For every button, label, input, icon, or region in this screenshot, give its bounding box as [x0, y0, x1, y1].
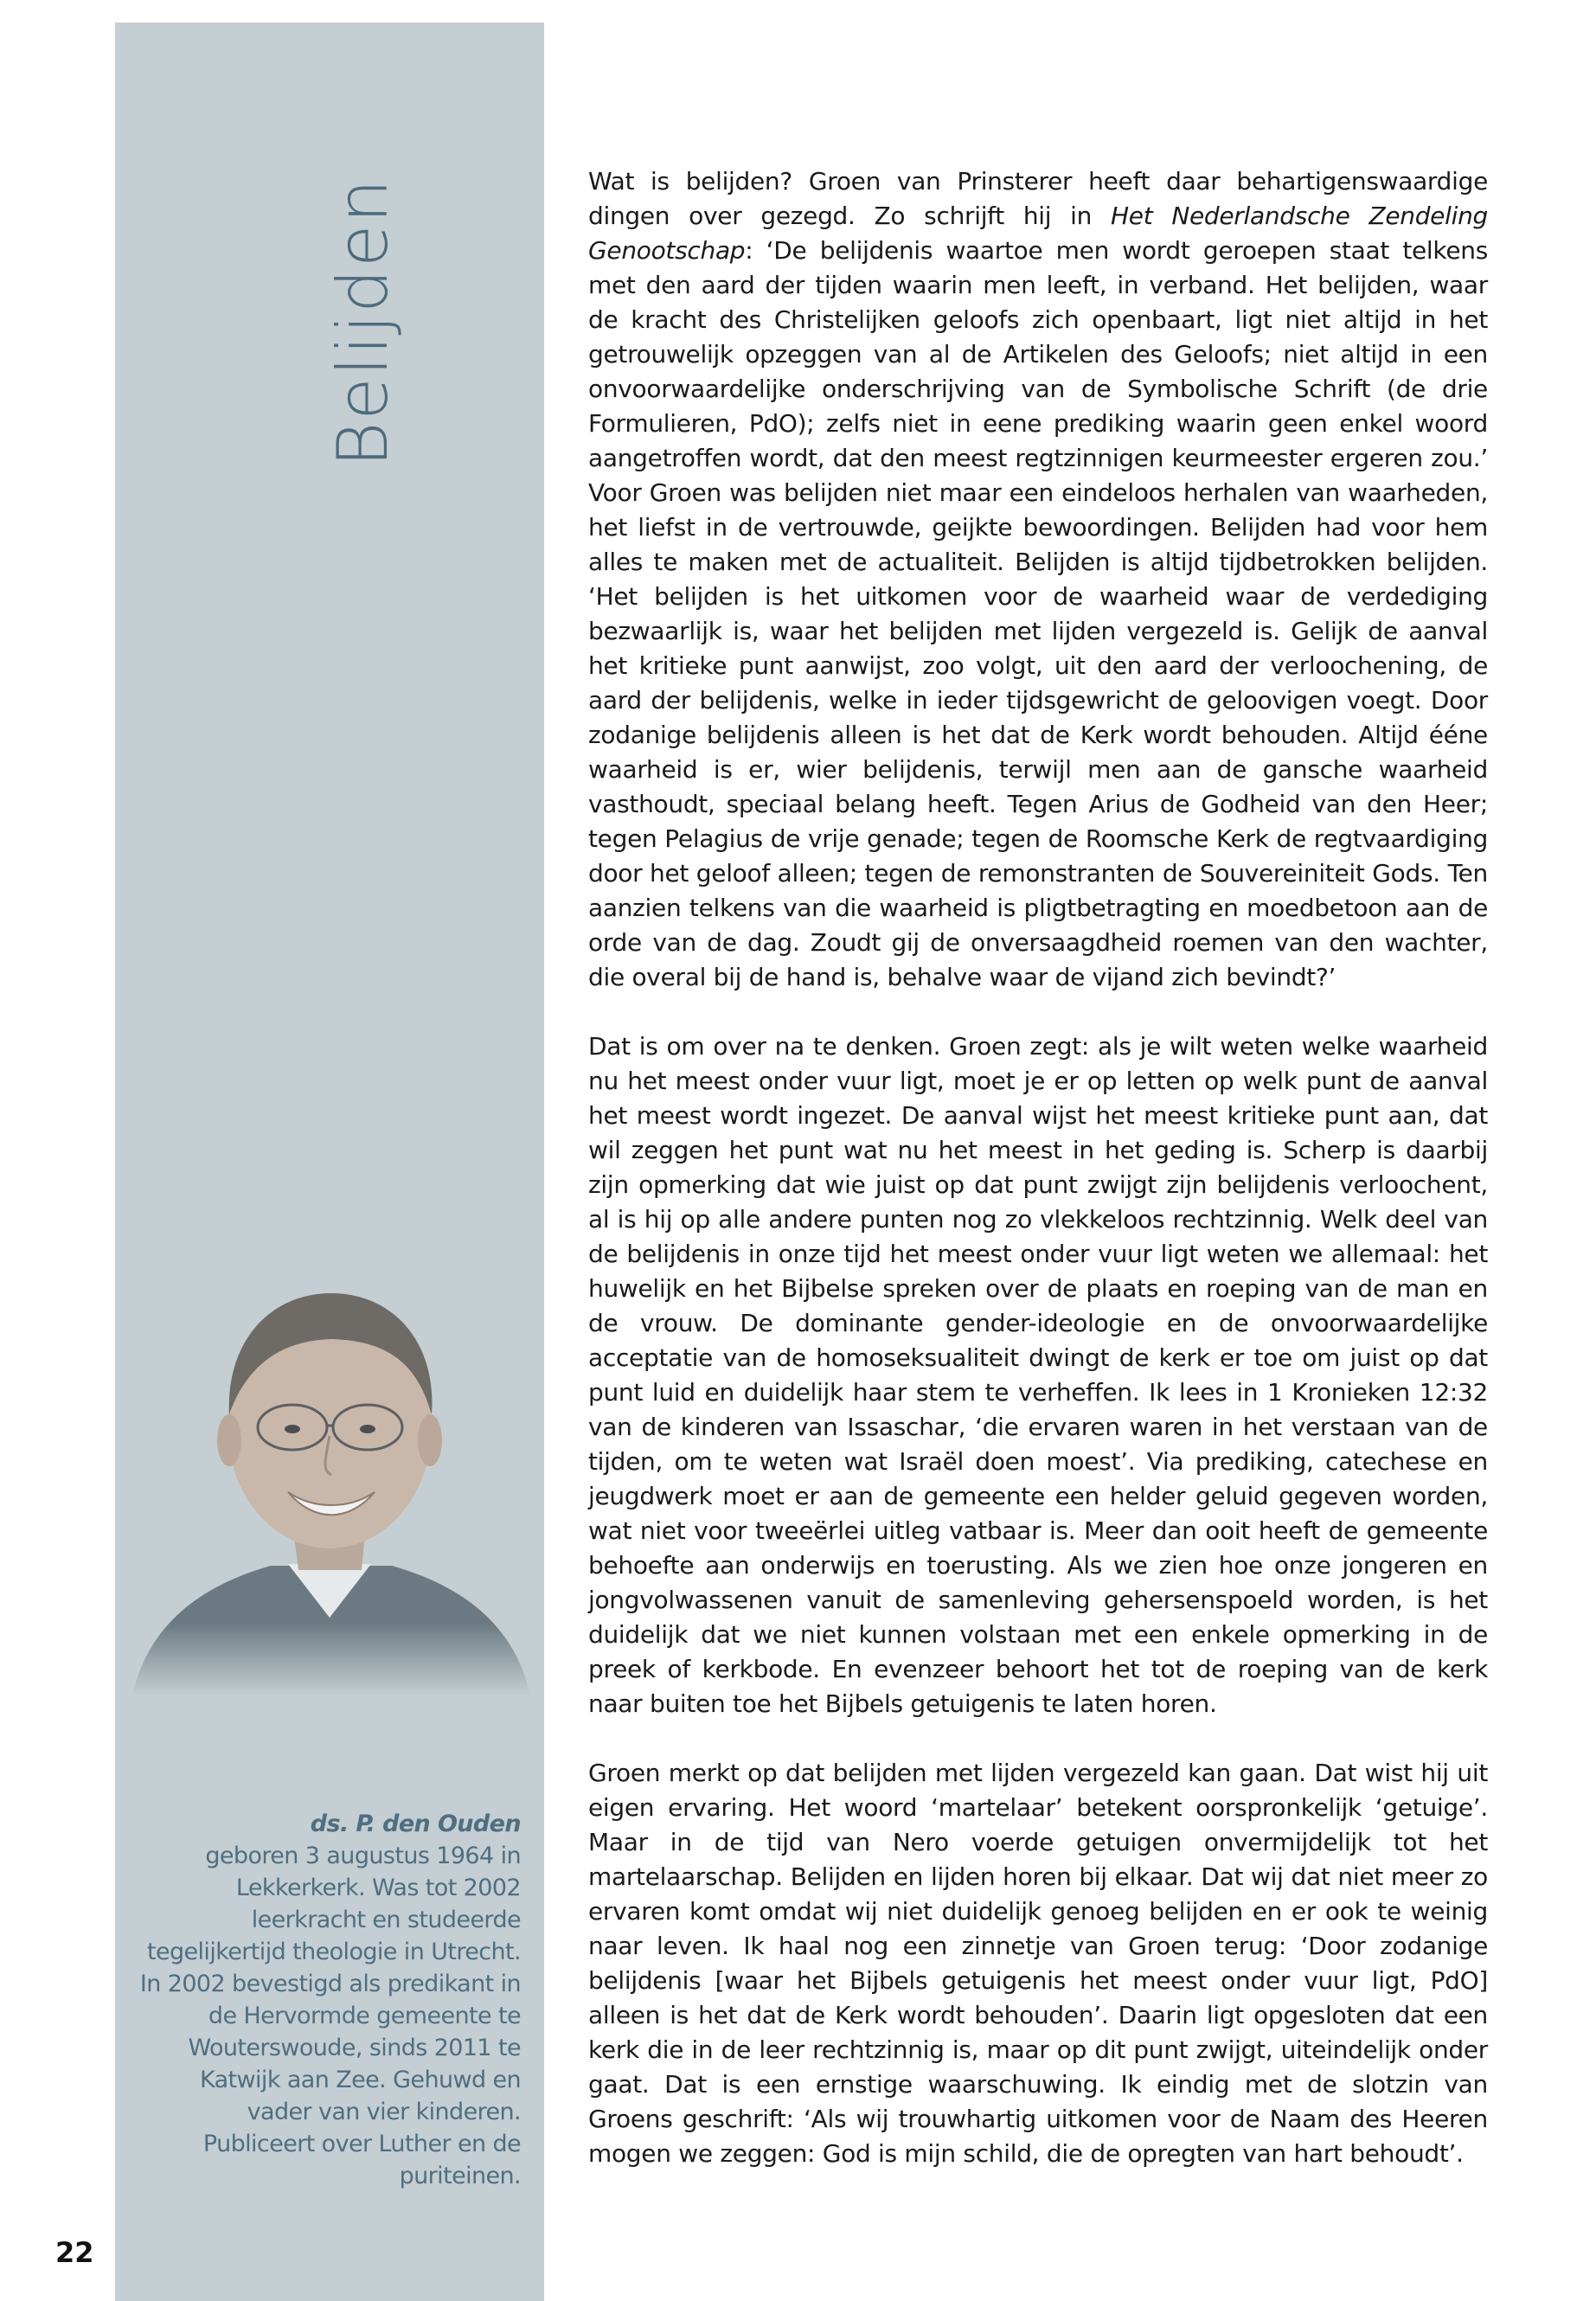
author-photo: [115, 1211, 544, 1695]
author-bio: [130, 1808, 521, 2192]
article-paragraph-2: Dat is om over na te denken. Groen zegt: als je wilt weten welke waarheid nu het meest onder vuur ligt, moet je er op letten op welk punt de aanval het meest wordt ingezet. De aanval wijst het meest kritieke punt aan, dat wil zeggen het punt wat nu het meest in het geding is. Scherp is daarbij zijn opmerking dat wie juist op dat punt zwijgt zijn belijdenis verloochent, al is hij op alle andere punten nog zo vlekkeloos rechtzinnig. Welk deel van de belijdenis in onze tijd het meest onder vuur ligt weten we allemaal: het huwelijk en het Bijbelse spreken over de plaats en roeping van de man en de vrouw. De dominante gender-ideologie en de onvoorwaardelijke acceptatie van de homoseksualiteit dwingt de kerk er toe om juist op dat punt luid en duidelijk haar stem te verheffen. Ik lees in 1 Kronieken 12:32 van de kinderen van Issaschar, ‘die ervaren waren in het verstaan van de tijden, om te weten wat Israël doen moest’. Via prediking, catechese en jeugdwerk moet er aan de gemeente een helder geluid gegeven worden, wat niet voor tweeërlei uitleg vatbaar is. Meer dan ooit heeft de gemeente behoefte aan onderwijs en toerusting. Als we zien hoe onze jongeren en jongvolwassenen vanuit de samenleving gehersenspoeld worden, is het duidelijk dat we niet kunnen volstaan met een enkele opmerking in de preek of kerkbode. En evenzeer behoort het tot de roeping van de kerk naar buiten toe het Bijbels getuigenis te laten horen.: [588, 1032, 1488, 1718]
page-number: 22: [55, 2236, 94, 2269]
article-body: [588, 164, 1488, 2206]
page-title: Belijden: [323, 177, 403, 467]
article-paragraph-1: [588, 164, 1488, 995]
article-paragraph-3: Groen merkt op dat belijden met lijden vergezeld kan gaan. Dat wist hij uit eigen ervaring. Het woord ‘martelaar’ betekent oorspronkelijk ‘getuige’. Maar in de tijd van Nero voerde getuigen onvermijdelijk tot het martelaarschap. Belijden en lijden horen bij elkaar. Dat wij dat niet meer zo ervaren komt omdat wij niet duidelijk genoeg belijden en er ook te weinig naar leven. Ik haal nog een zinnetje van Groen terug: ‘Door zodanige belijdenis [waar het Bijbels getuigenis het meest onder vuur ligt, PdO] alleen is het dat de Kerk wordt behouden’. Daarin ligt opgesloten dat een kerk die in de leer rechtzinnig is, maar op dit punt zwijgt, uiteindelijk onder gaat. Dat is een ernstige waarschuwing. Ik eindig met de slotzin van Groens geschrift: ‘Als wij trouwhartig uitkomen voor de Naam des Heeren mogen we zeggen: God is mijn schild, die de opregten van hart behoudt’.: [588, 1759, 1488, 2168]
author-description: geboren 3 augustus 1964 in Lekkerkerk. Was tot 2002 leerkracht en studeerde tegelijkertijd theologie in Utrecht. In 2002 bevestigd als predikant in de Hervormde gemeente te Wouterswoude, sinds 2011 te Katwijk aan Zee. Gehuwd en vader van vier kinderen. Publiceert over Luther en de puriteinen.: [139, 1843, 521, 2189]
publication-title: Het Nederlandsche Zendeling Genootschap: [588, 202, 1488, 265]
paragraph-1-intro: Wat is belijden? Groen van Prinsterer heeft daar behartigenswaardige dingen over gezegd. Zo schrijft hij in: [588, 167, 1488, 230]
paragraph-1-quote: : ‘De belijdenis waartoe men wordt geroepen staat telkens met den aard der tijden waarin men leeft, in verband. Het belijden, waar de kracht des Christelijken geloofs zich openbaart, ligt niet altijd in het getrouwelijk opzeggen van al de Artikelen des Geloofs; niet altijd in een onvoorwaardelijke onderschrijving van de Symbolische Schrift (de drie Formulieren, PdO); zelfs niet in eene prediking waarin geen enkel woord aangetroffen wordt, dat den meest regtzinnigen keurmeester ergeren zou.’ Voor Groen was belijden niet maar een eindeloos herhalen van waarheden, het liefst in de vertrouwde, geijkte bewoordingen. Belijden had voor hem alles te maken met de actualiteit. Belijden is altijd tijdbetrokken belijden. ‘Het belijden is het uitkomen voor de waarheid waar de verdediging bezwaarlijk is, waar het belijden met lijden vergezeld is. Gelijk de aanval het kritieke punt aanwijst, zoo volgt, uit den aard der verloochening, de aard der belijdenis, welke in ieder tijdsgewricht de geloovigen voegt. Door zodanige belijdenis alleen is het dat de Kerk wordt behouden. Altijd ééne waarheid is er, wier belijdenis, terwijl men aan de gansche waarheid vasthoudt, speciaal belang heeft. Tegen Arius de Godheid van den Heer; tegen Pelagius de vrije genade; tegen de Roomsche Kerk de regtvaardiging door het geloof alleen; tegen de remonstranten de Souvereiniteit Gods. Ten aanzien telkens van die waarheid is pligtbetragting en moedbetoon aan de orde van de dag. Zoudt gij de onversaagdheid roemen van den wachter, die overal bij de hand is, behalve waar de vijand zich bevindt?’: [588, 236, 1488, 991]
author-name: ds. P. den Ouden: [310, 1811, 521, 1837]
author-portrait: [115, 1211, 544, 1695]
